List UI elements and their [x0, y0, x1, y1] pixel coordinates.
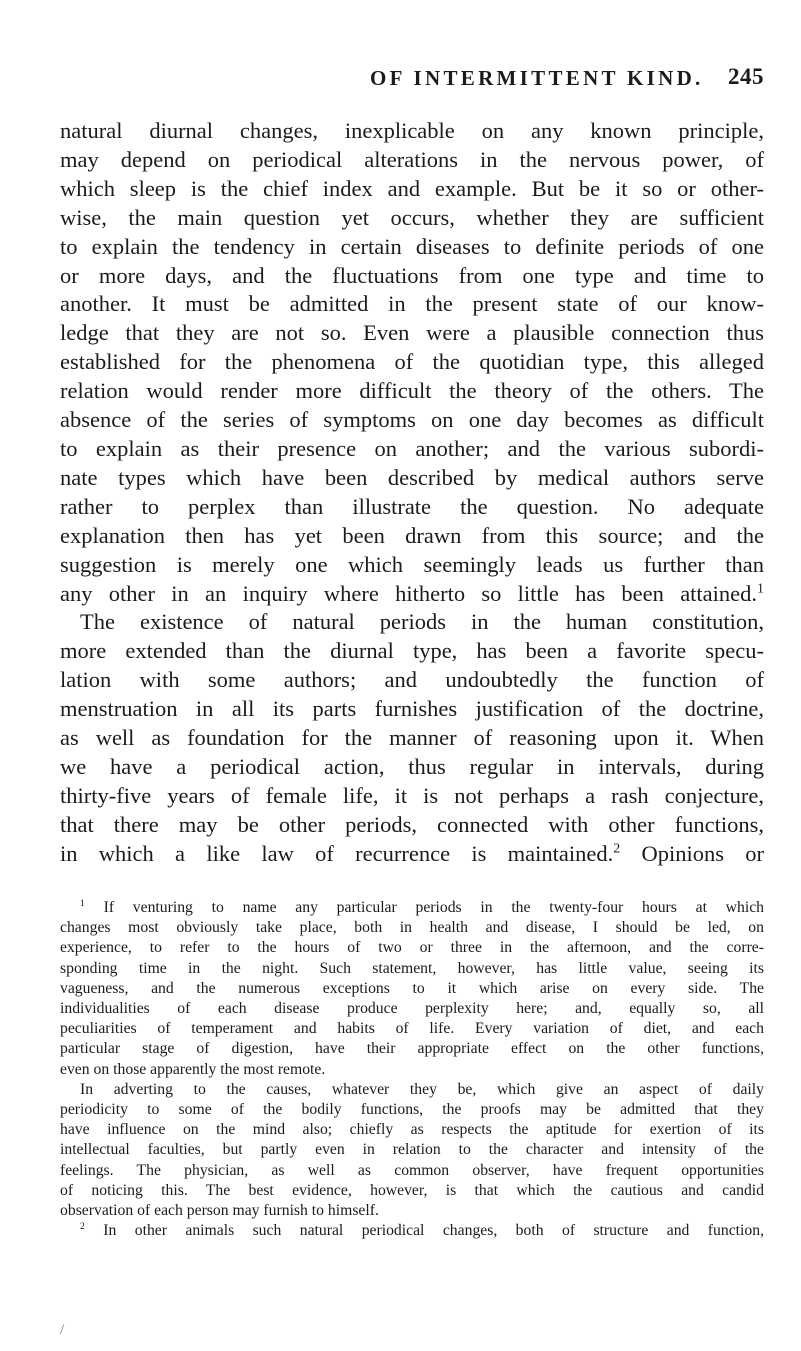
footnote-line: vagueness, and the numerous exceptions to it which arise on every side. The: [60, 979, 764, 997]
body-line: another. It must be admitted in the present state of our know-: [60, 291, 764, 317]
footnote-mark-2: 2: [80, 1221, 85, 1233]
body-line: as well as foundation for the manner of reasoning upon it. When: [60, 725, 764, 751]
body-line: explanation then has yet been drawn from this source; and the: [60, 522, 764, 548]
footnote-line: periodicity to some of the bodily functions, the proofs may be admitted that they: [60, 1101, 764, 1119]
footnote-line: peculiarities of temperament and habits of life. Every variation of diet, and each: [60, 1020, 764, 1038]
body-line: lation with some authors; and undoubtedly the function of: [60, 667, 764, 693]
footnote-line: have influence on the mind also; chiefly as respects the aptitude for exertion of its: [60, 1121, 764, 1139]
body-line: ledge that they are not so. Even were a plausible connection thus: [60, 320, 764, 346]
body-line: [60, 608, 764, 637]
body-line: absence of the series of symptoms on one day becomes as difficult: [60, 407, 764, 433]
body-line-text: Opinions or: [641, 840, 764, 866]
footnote-ref-1[interactable]: 1: [757, 581, 764, 596]
body-line: more extended than the diurnal type, has been a favorite specu-: [60, 638, 764, 664]
body-line: relation would render more difficult the theory of the others. The: [60, 378, 764, 404]
body-line: menstruation in all its parts furnishes justification of the doctrine,: [60, 696, 764, 722]
body-line: nate types which have been described by medical authors serve: [60, 464, 764, 490]
footnote-line: experience, to refer to the hours of two or three in the afternoon, and the corre-: [60, 939, 764, 957]
body-line: wise, the main question yet occurs, whether they are sufficient: [60, 204, 764, 230]
footnote-line: of noticing this. The best evidence, however, is that which the cautious and candid: [60, 1181, 764, 1199]
body-line-text: any other in an inquiry where hitherto so little has been attained.: [60, 580, 758, 606]
body-line: that there may be other periods, connected with other functions,: [60, 811, 764, 837]
footnote-line: particular stage of digestion, have their appropriate effect on the other functions,: [60, 1040, 764, 1058]
body-line: natural diurnal changes, inexplicable on any known principle,: [60, 118, 764, 143]
footnote-ref-2[interactable]: 2: [613, 841, 621, 857]
page-header: [60, 66, 764, 102]
body-line: [60, 580, 764, 609]
body-line: or more days, and the fluctuations from one type and time to: [60, 262, 764, 288]
footnote-text: In other animals such natural periodical changes, both of structure and function,: [103, 1222, 764, 1240]
body-line: suggestion is merely one which seemingly leads us further than: [60, 551, 764, 577]
body-line: [60, 840, 764, 869]
body-line: which sleep is the chief index and example. But be it so or other-: [60, 175, 764, 201]
running-head: OF INTERMITTENT KIND.: [370, 66, 704, 90]
body-line: we have a periodical action, thus regular in intervals, during: [60, 753, 764, 779]
footnote-line: intellectual faculties, but partly even in relation to the character and intensity of the: [60, 1141, 764, 1159]
page-number: 245: [728, 64, 764, 89]
body-text: [60, 117, 764, 869]
footnote-mark-1: 1: [80, 898, 85, 909]
body-line: rather to perplex than illustrate the question. No adequate: [60, 493, 764, 519]
body-line: to explain the tendency in certain diseases to definite periods of one: [60, 233, 764, 259]
body-line: thirty-five years of female life, it is not perhaps a rash conjecture,: [60, 782, 764, 808]
footnote-line: changes most obviously take place, both in health and disease, I should be led, on: [60, 919, 764, 937]
body-line-text: in which a like law of recurrence is maintained.: [60, 840, 614, 866]
body-line-text: The existence of natural periods in the human constitution,: [80, 609, 764, 635]
footnote-text: If venturing to name any particular periods in the twenty-four hours at which: [103, 899, 764, 916]
footnote-line: [60, 1221, 764, 1241]
footnote-line: even on those apparently the most remote.: [60, 1060, 326, 1078]
footnote-line: [60, 898, 764, 918]
footnote-line: In adverting to the causes, whatever they be, which give an aspect of daily: [80, 1080, 764, 1098]
stray-mark: /: [60, 1322, 65, 1338]
footnote-line: sponding time in the night. Such statement, however, has little value, seeing its: [60, 959, 764, 977]
body-line: established for the phenomena of the quotidian type, this alleged: [60, 349, 764, 375]
footnote-line: individualities of each disease produce perplexity here; and, equally so, all: [60, 1000, 764, 1018]
footnote-line: feelings. The physician, as well as common observer, have frequent opportunities: [60, 1161, 764, 1179]
body-line: may depend on periodical alterations in the nervous power, of: [60, 146, 764, 172]
footnote-line: observation of each person may furnish to himself.: [60, 1202, 379, 1220]
body-line: to explain as their presence on another; and the various subordi-: [60, 435, 764, 461]
footnotes: [60, 898, 764, 1241]
